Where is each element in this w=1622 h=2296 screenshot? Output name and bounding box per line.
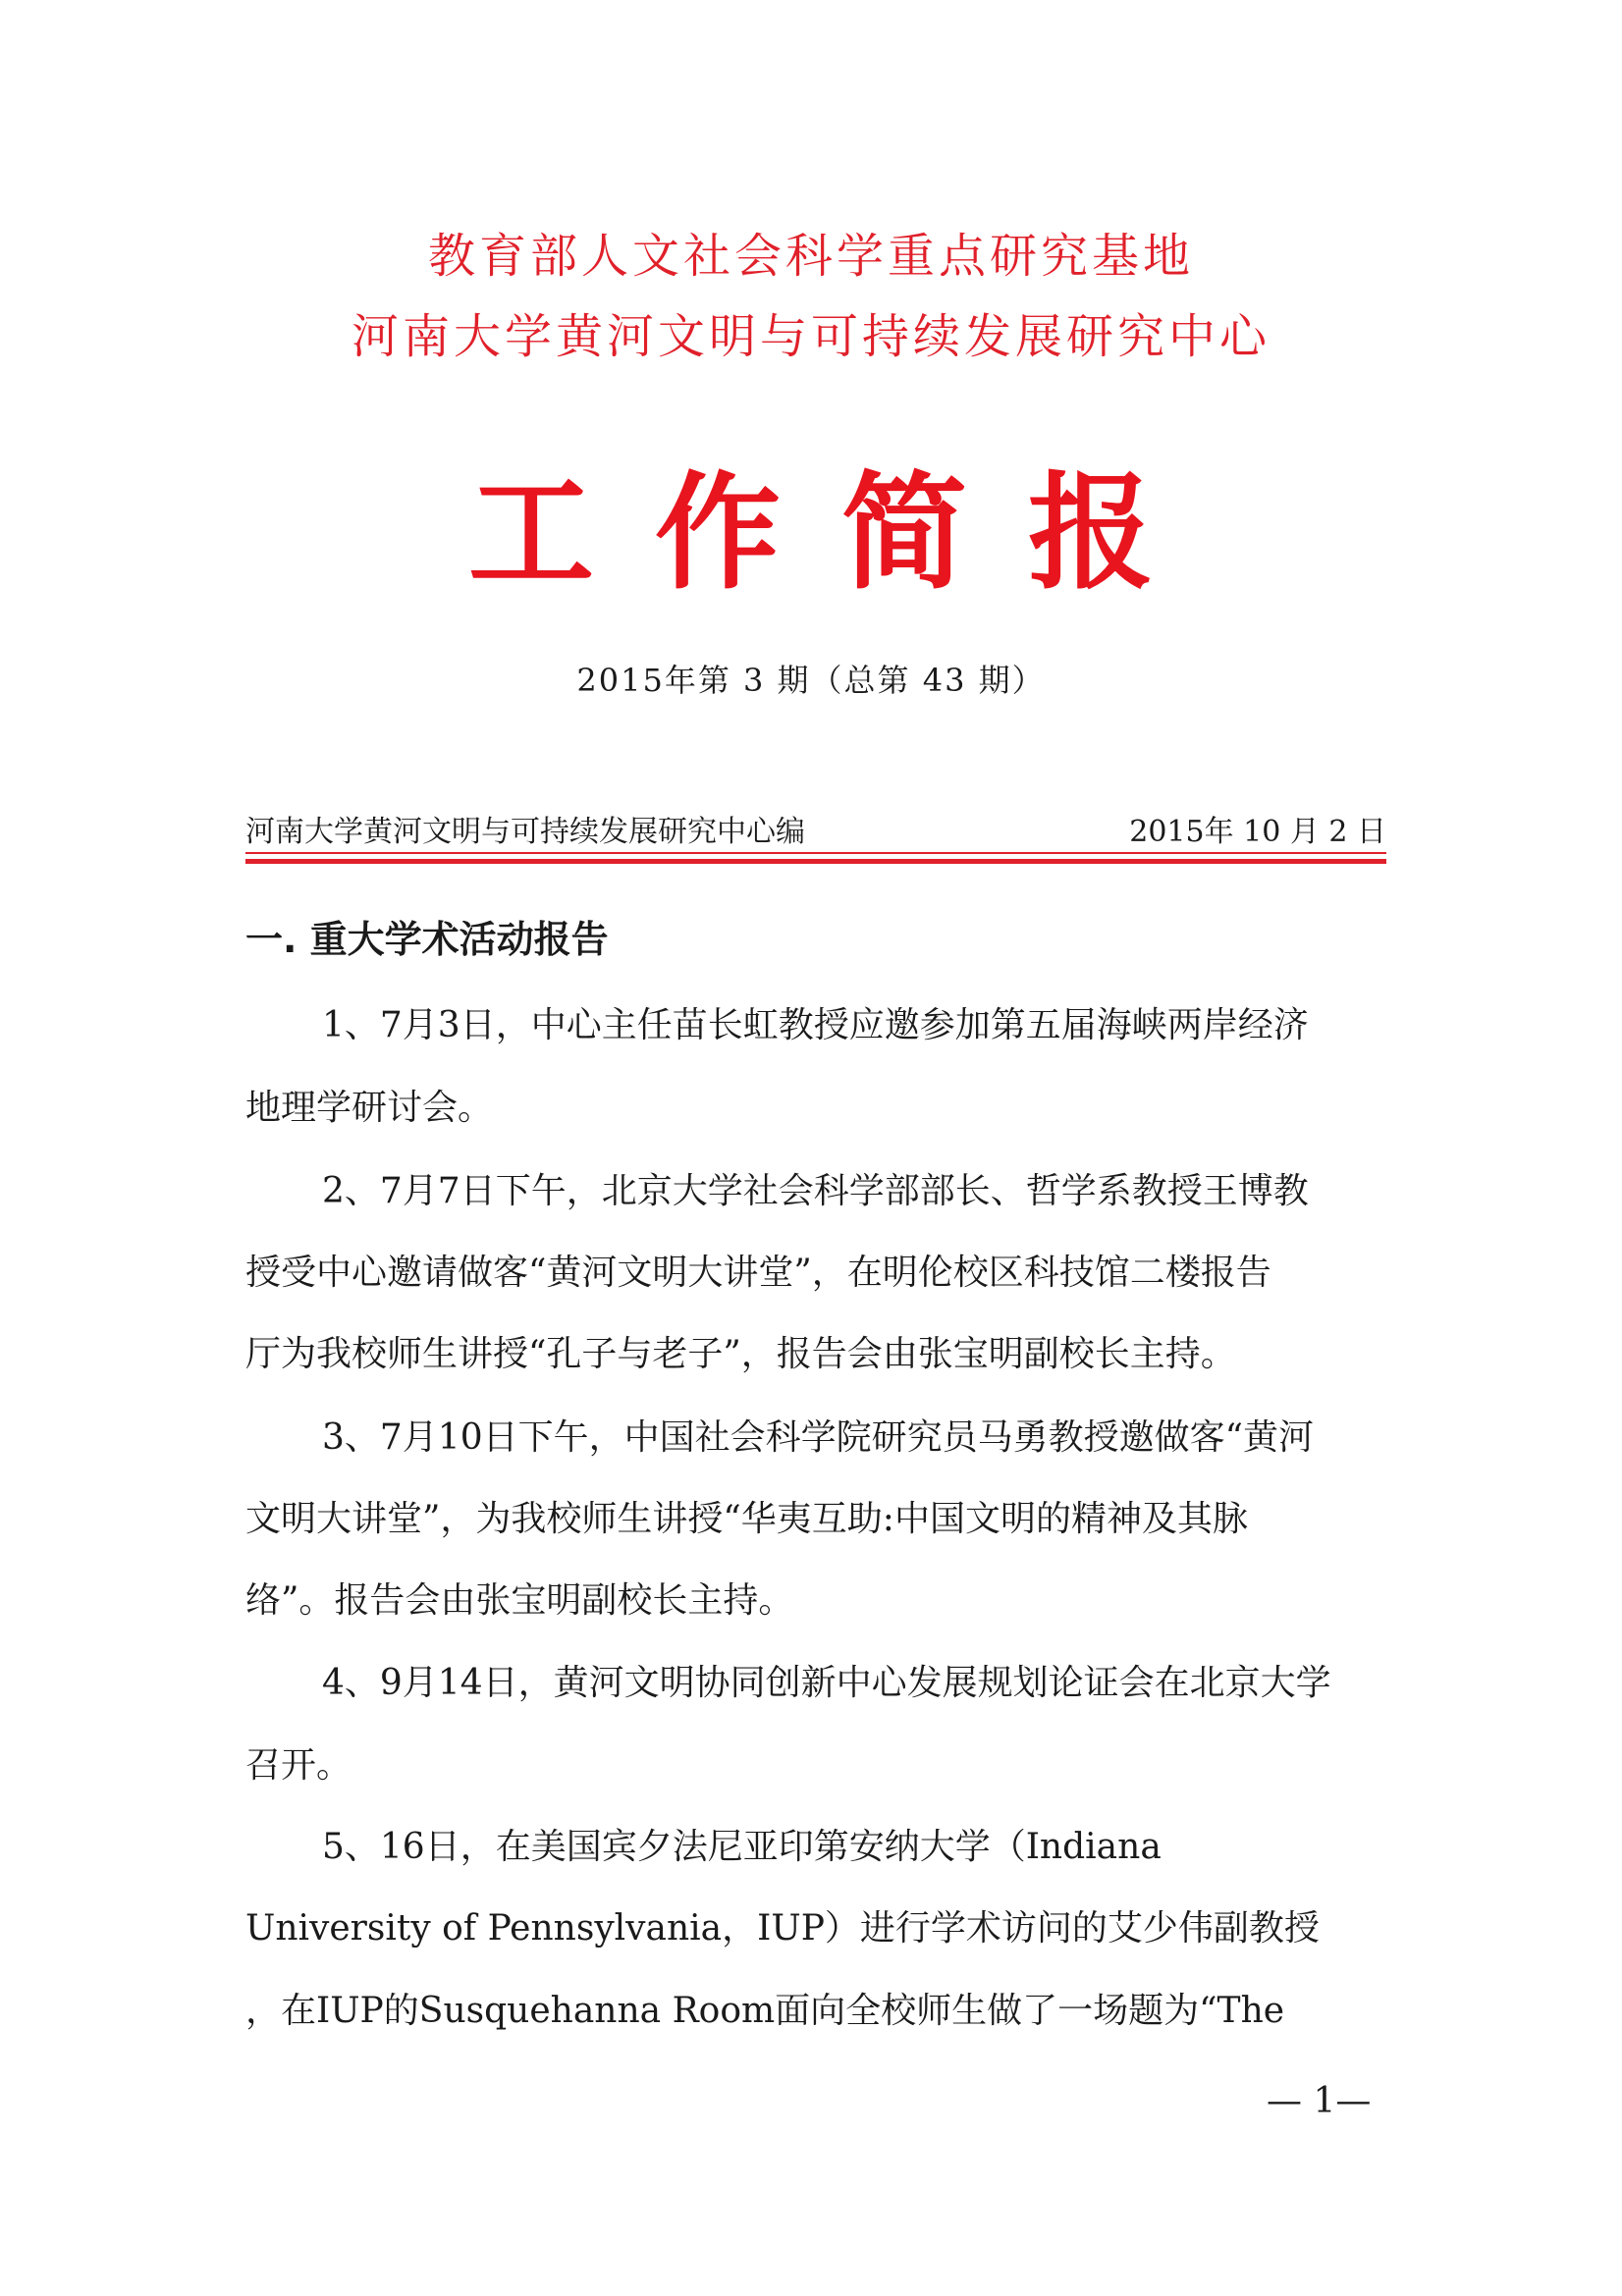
- paragraph-line: 2、7月7日下午，北京大学社会科学部部长、哲学系教授王博教: [322, 1171, 1309, 1211]
- paragraph-line: 络”。报告会由张宝明副校长主持。: [245, 1580, 794, 1621]
- bulletin-title: 工作简报: [467, 460, 1215, 607]
- paragraph-line: 文明大讲堂”，为我校师生讲授“华夷互助:中国文明的精神及其脉: [245, 1499, 1248, 1539]
- paragraph-line: University of Pennsylvania，IUP）进行学术访问的艾少伟副教授: [245, 1908, 1320, 1949]
- paragraph-line: 厅为我校师生讲授“孔子与老子”，报告会由张宝明副校长主持。: [245, 1334, 1236, 1374]
- page-number: — 1—: [1267, 2081, 1372, 2121]
- paragraph-line: ，在IUP的Susquehanna Room面向全校师生做了一场题为“The: [245, 1991, 1285, 2031]
- institution-header-line2: 河南大学黄河文明与可持续发展研究中心: [351, 309, 1271, 364]
- paragraph-line: 5、16日，在美国宾夕法尼亚印第安纳大学（Indiana: [322, 1827, 1162, 1867]
- paragraph-line: 3、7月10日下午，中国社会科学院研究员马勇教授邀做客“黄河: [322, 1417, 1315, 1458]
- header-rule-thick: [245, 859, 1386, 864]
- paragraph-line: 召开。: [245, 1745, 352, 1786]
- editor-name: 河南大学黄河文明与可持续发展研究中心编: [245, 815, 805, 849]
- publish-date: 2015年 10 月 2 日: [1129, 815, 1386, 849]
- header-rule-thin: [245, 852, 1386, 854]
- issue-number: 2015年第 3 期（总第 43 期）: [576, 662, 1046, 699]
- paragraph-line: 1、7月3日，中心主任苗长虹教授应邀参加第五届海峡两岸经济: [322, 1005, 1309, 1045]
- section-heading: 一. 重大学术活动报告: [245, 918, 609, 961]
- paragraph-line: 4、9月14日，黄河文明协同创新中心发展规划论证会在北京大学: [322, 1663, 1331, 1703]
- paragraph-line: 地理学研讨会。: [245, 1088, 494, 1128]
- editor-row: [245, 807, 1386, 850]
- paragraph-line: 授受中心邀请做客“黄河文明大讲堂”，在明伦校区科技馆二楼报告: [245, 1253, 1271, 1293]
- institution-header-line1: 教育部人文社会科学重点研究基地: [427, 229, 1194, 284]
